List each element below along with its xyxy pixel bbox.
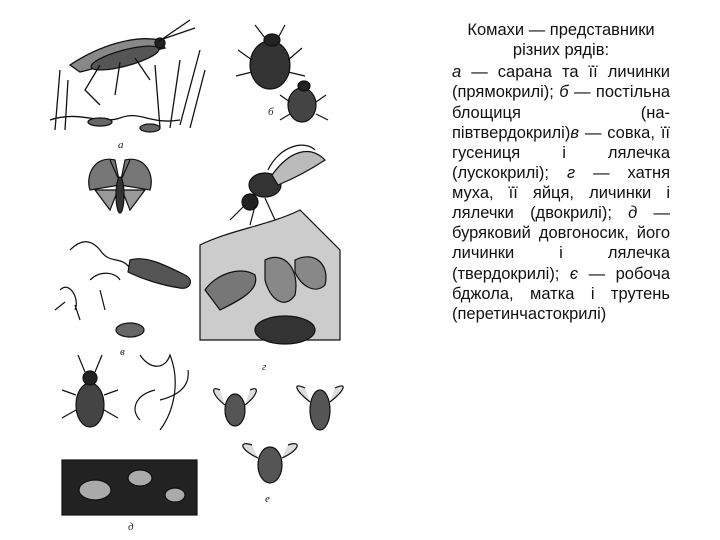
- housefly-drawing: [230, 145, 325, 225]
- caption-text: — постільна блощиця (на-півтвердокрилі): [452, 83, 670, 142]
- caption-text: — буряковий довгоносик, його личинки і лялечка (твердокрилі);: [452, 204, 670, 283]
- caption-body: [452, 62, 670, 324]
- caption-title: Комахи — представники різних рядів:: [467, 21, 655, 60]
- insects-illustration: [40, 10, 435, 535]
- caption-letter: б: [559, 83, 569, 102]
- figure-label-a: а: [118, 139, 124, 151]
- figure-label-g: г: [262, 361, 267, 373]
- figure-label-b: б: [268, 106, 274, 118]
- caption-letter: в: [570, 123, 579, 142]
- caterpillar-drawing: [55, 242, 190, 337]
- caption-letter: є: [569, 264, 579, 283]
- fly-larvae-drawing: [200, 210, 340, 344]
- caption-text: — хатня муха, її яйця, личинки і лялечки (двокрилі);: [452, 163, 671, 223]
- caption-letter: а: [452, 63, 462, 82]
- bees-drawing: [214, 386, 344, 483]
- figure-label-d: д: [128, 521, 134, 533]
- figure-label-v: в: [120, 346, 125, 358]
- locust-drawing: [50, 20, 205, 132]
- caption-text: — сарана та її личинки (прямокрилі);: [452, 63, 670, 102]
- caption-text: — совка, її гусениця і лялечка (лускокрилі);: [452, 123, 670, 182]
- figure-label-ye: е: [265, 493, 270, 505]
- bedbug-drawing: [236, 25, 328, 122]
- caption-letter: д: [628, 204, 638, 223]
- figure-caption: [452, 20, 670, 324]
- caption-letter: г: [566, 163, 576, 182]
- moth-drawing: [89, 159, 152, 213]
- weevil-drawing: [62, 355, 188, 430]
- soil-larvae-drawing: [62, 460, 197, 515]
- caption-text: — робоча бджола, матка і трутень (перетинчастокрилі): [452, 264, 670, 323]
